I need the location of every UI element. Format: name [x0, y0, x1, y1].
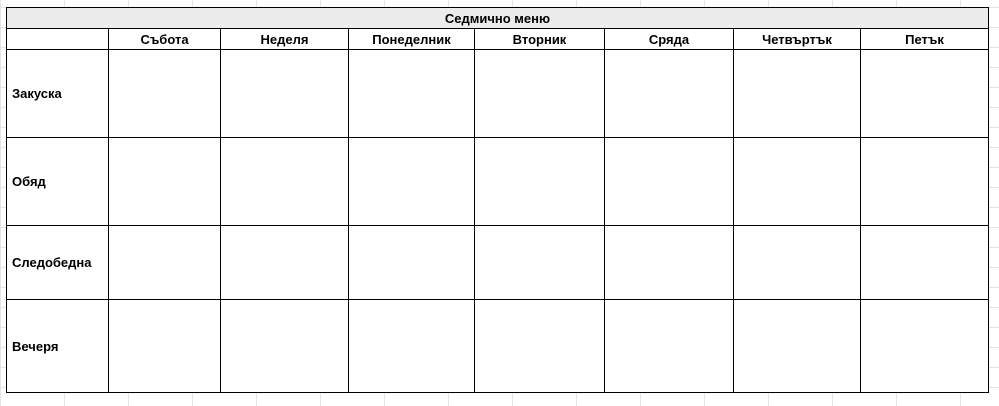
menu-cell[interactable]: [349, 138, 475, 226]
menu-cell[interactable]: [475, 226, 605, 300]
menu-cell[interactable]: [861, 50, 989, 138]
menu-cell[interactable]: [109, 226, 221, 300]
menu-cell[interactable]: [109, 138, 221, 226]
meal-row-afternoon-snack: [7, 226, 989, 300]
menu-cell[interactable]: [349, 226, 475, 300]
menu-cell[interactable]: [349, 50, 475, 138]
menu-cell[interactable]: [861, 138, 989, 226]
weekly-menu-table: [6, 7, 989, 393]
meal-label-afternoon-snack[interactable]: Следобедна: [7, 226, 109, 300]
menu-cell[interactable]: [605, 50, 734, 138]
day-header-thursday[interactable]: Четвъртък: [734, 29, 861, 50]
meal-row-lunch: [7, 138, 989, 226]
day-header-friday[interactable]: Петък: [861, 29, 989, 50]
menu-cell[interactable]: [605, 226, 734, 300]
menu-cell[interactable]: [221, 50, 349, 138]
menu-cell[interactable]: [861, 300, 989, 393]
menu-cell[interactable]: [221, 138, 349, 226]
day-header-tuesday[interactable]: Вторник: [475, 29, 605, 50]
meal-label-breakfast[interactable]: Закуска: [7, 50, 109, 138]
menu-cell[interactable]: [605, 138, 734, 226]
day-header-wednesday[interactable]: Сряда: [605, 29, 734, 50]
days-header-row: [7, 29, 989, 50]
day-header-sunday[interactable]: Неделя: [221, 29, 349, 50]
menu-cell[interactable]: [734, 300, 861, 393]
menu-cell[interactable]: [734, 226, 861, 300]
meal-row-breakfast: [7, 50, 989, 138]
day-header-saturday[interactable]: Събота: [109, 29, 221, 50]
menu-cell[interactable]: [475, 50, 605, 138]
menu-cell[interactable]: [221, 226, 349, 300]
menu-cell[interactable]: [861, 226, 989, 300]
menu-cell[interactable]: [605, 300, 734, 393]
day-header-monday[interactable]: Понеделник: [349, 29, 475, 50]
menu-cell[interactable]: [475, 138, 605, 226]
meal-label-lunch[interactable]: Обяд: [7, 138, 109, 226]
menu-cell[interactable]: [349, 300, 475, 393]
meal-label-dinner[interactable]: Вечеря: [7, 300, 109, 393]
menu-title[interactable]: Седмично меню: [7, 8, 989, 29]
corner-cell[interactable]: [7, 29, 109, 50]
menu-cell[interactable]: [109, 50, 221, 138]
menu-cell[interactable]: [734, 138, 861, 226]
meal-row-dinner: [7, 300, 989, 393]
menu-cell[interactable]: [475, 300, 605, 393]
menu-cell[interactable]: [734, 50, 861, 138]
menu-cell[interactable]: [109, 300, 221, 393]
menu-cell[interactable]: [221, 300, 349, 393]
